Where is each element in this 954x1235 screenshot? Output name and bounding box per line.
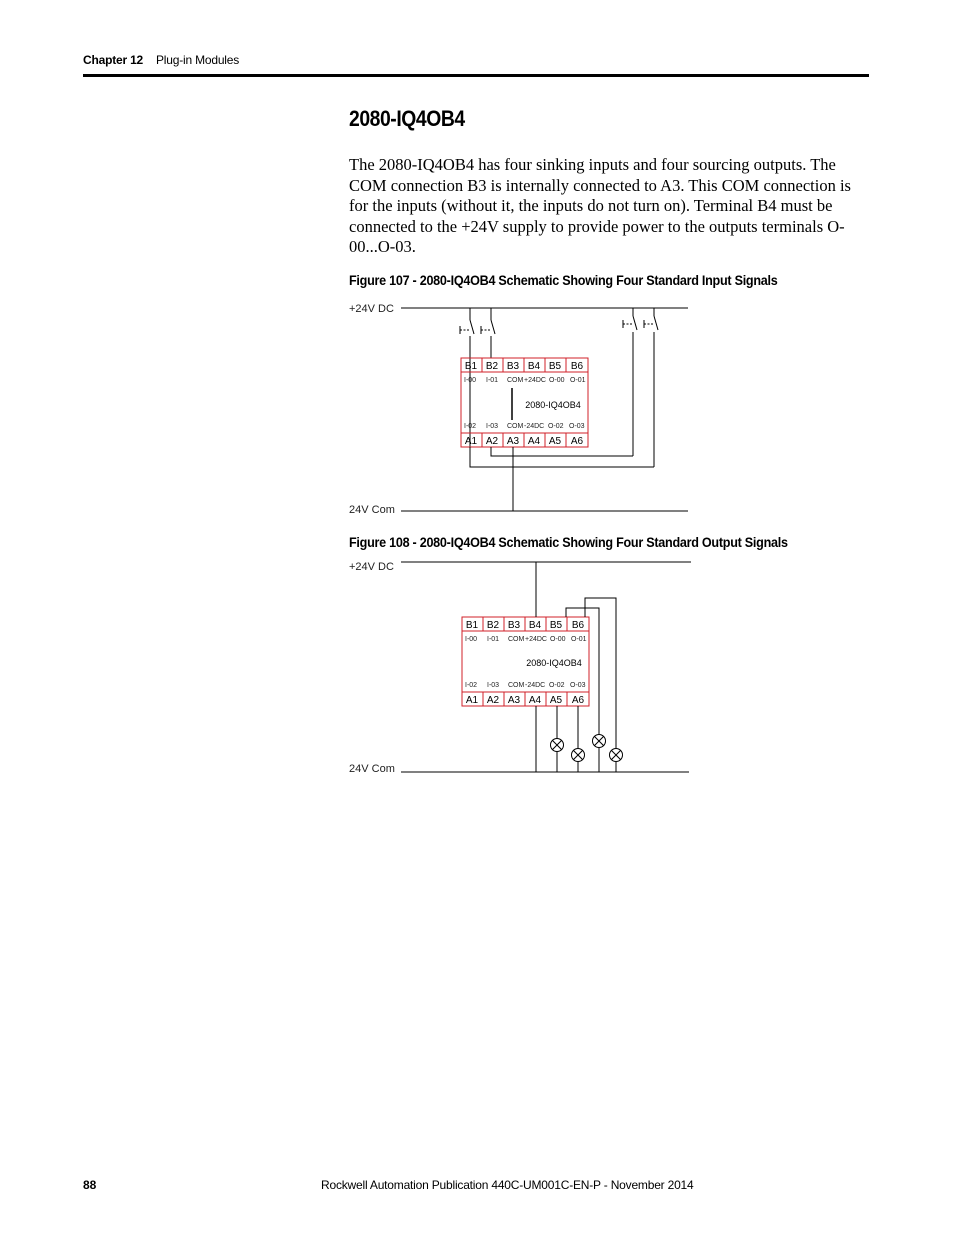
signal-label: O-03 — [569, 423, 585, 430]
common-label: 24V Com — [349, 504, 395, 516]
module-name: 2080-IQ4OB4 — [526, 658, 582, 668]
signal-label: -24DC — [524, 423, 545, 430]
terminal-label: A6 — [571, 695, 585, 706]
section-title: 2080-IQ4OB4 — [349, 106, 465, 131]
lamp-icon — [551, 739, 564, 752]
terminal-label: B6 — [571, 620, 585, 631]
signal-label: +24DC — [525, 636, 547, 643]
terminal-label: B3 — [507, 620, 521, 631]
terminal-label: B5 — [549, 620, 563, 631]
supply-label: +24V DC — [349, 303, 394, 315]
terminal-label: A4 — [527, 436, 541, 447]
terminal-label: A1 — [465, 695, 479, 706]
lamp-icon — [610, 749, 623, 762]
terminal-label: B3 — [506, 361, 520, 372]
signal-label: I-02 — [464, 423, 477, 430]
figure-108-caption: Figure 108 - 2080-IQ4OB4 Schematic Showing Four Standard Output Signals — [349, 534, 788, 550]
signal-label: O-02 — [548, 423, 564, 430]
terminal-label: B2 — [485, 361, 499, 372]
module-block — [462, 617, 589, 706]
terminal-label: B4 — [527, 361, 541, 372]
signal-label: O-02 — [549, 682, 565, 689]
common-label: 24V Com — [349, 763, 395, 775]
signal-label: I-00 — [464, 377, 477, 384]
signal-label: COM — [507, 377, 524, 384]
signal-label: I-02 — [465, 682, 478, 689]
signal-label: -24DC — [525, 682, 546, 689]
signal-label: I-01 — [487, 636, 500, 643]
supply-label: +24V DC — [349, 561, 394, 573]
terminal-label: A3 — [507, 695, 521, 706]
signal-label: COM — [508, 682, 525, 689]
signal-label: O-00 — [550, 636, 566, 643]
signal-label: COM — [507, 423, 524, 430]
terminal-label: A1 — [464, 436, 478, 447]
terminal-label: B1 — [464, 361, 478, 372]
signal-label: O-01 — [570, 377, 586, 384]
terminal-label: A6 — [570, 436, 584, 447]
signal-label: +24DC — [524, 377, 546, 384]
signal-label: COM — [508, 636, 525, 643]
module-name: 2080-IQ4OB4 — [525, 400, 581, 410]
lamp-icon — [572, 749, 585, 762]
section-label: Plug-in Modules — [156, 53, 240, 67]
terminal-label: B1 — [465, 620, 479, 631]
terminal-label: A5 — [549, 695, 563, 706]
signal-label: O-01 — [571, 636, 587, 643]
page-number: 88 — [83, 1178, 97, 1192]
signal-label: I-00 — [465, 636, 478, 643]
lamp-icon — [593, 735, 606, 748]
terminal-label: A5 — [548, 436, 562, 447]
figure-107-caption: Figure 107 - 2080-IQ4OB4 Schematic Showing Four Standard Input Signals — [349, 272, 778, 288]
signal-label: O-00 — [549, 377, 565, 384]
terminal-label: B4 — [528, 620, 542, 631]
terminal-label: B2 — [486, 620, 500, 631]
terminal-label: A2 — [486, 695, 500, 706]
publication-footer: Rockwell Automation Publication 440C-UM001C-EN-P - November 2014 — [321, 1178, 694, 1192]
signal-label: I-03 — [487, 682, 500, 689]
terminal-label: B6 — [570, 361, 584, 372]
terminal-label: A4 — [528, 695, 542, 706]
body-paragraph: The 2080-IQ4OB4 has four sinking inputs and four sourcing outputs. The COM connection B3 is internally connected to A3. This COM connection is for the inputs (without it, the inputs do not turn on). Terminal B4 must be connected to the +24V supply to provide power to the outputs terminals O-00...O-03. — [349, 155, 851, 256]
terminal-label: A2 — [485, 436, 499, 447]
signal-label: O-03 — [570, 682, 586, 689]
terminal-label: B5 — [548, 361, 562, 372]
terminal-label: A3 — [506, 436, 520, 447]
signal-label: I-03 — [486, 423, 499, 430]
signal-label: I-01 — [486, 377, 499, 384]
chapter-label: Chapter 12 — [83, 53, 144, 67]
